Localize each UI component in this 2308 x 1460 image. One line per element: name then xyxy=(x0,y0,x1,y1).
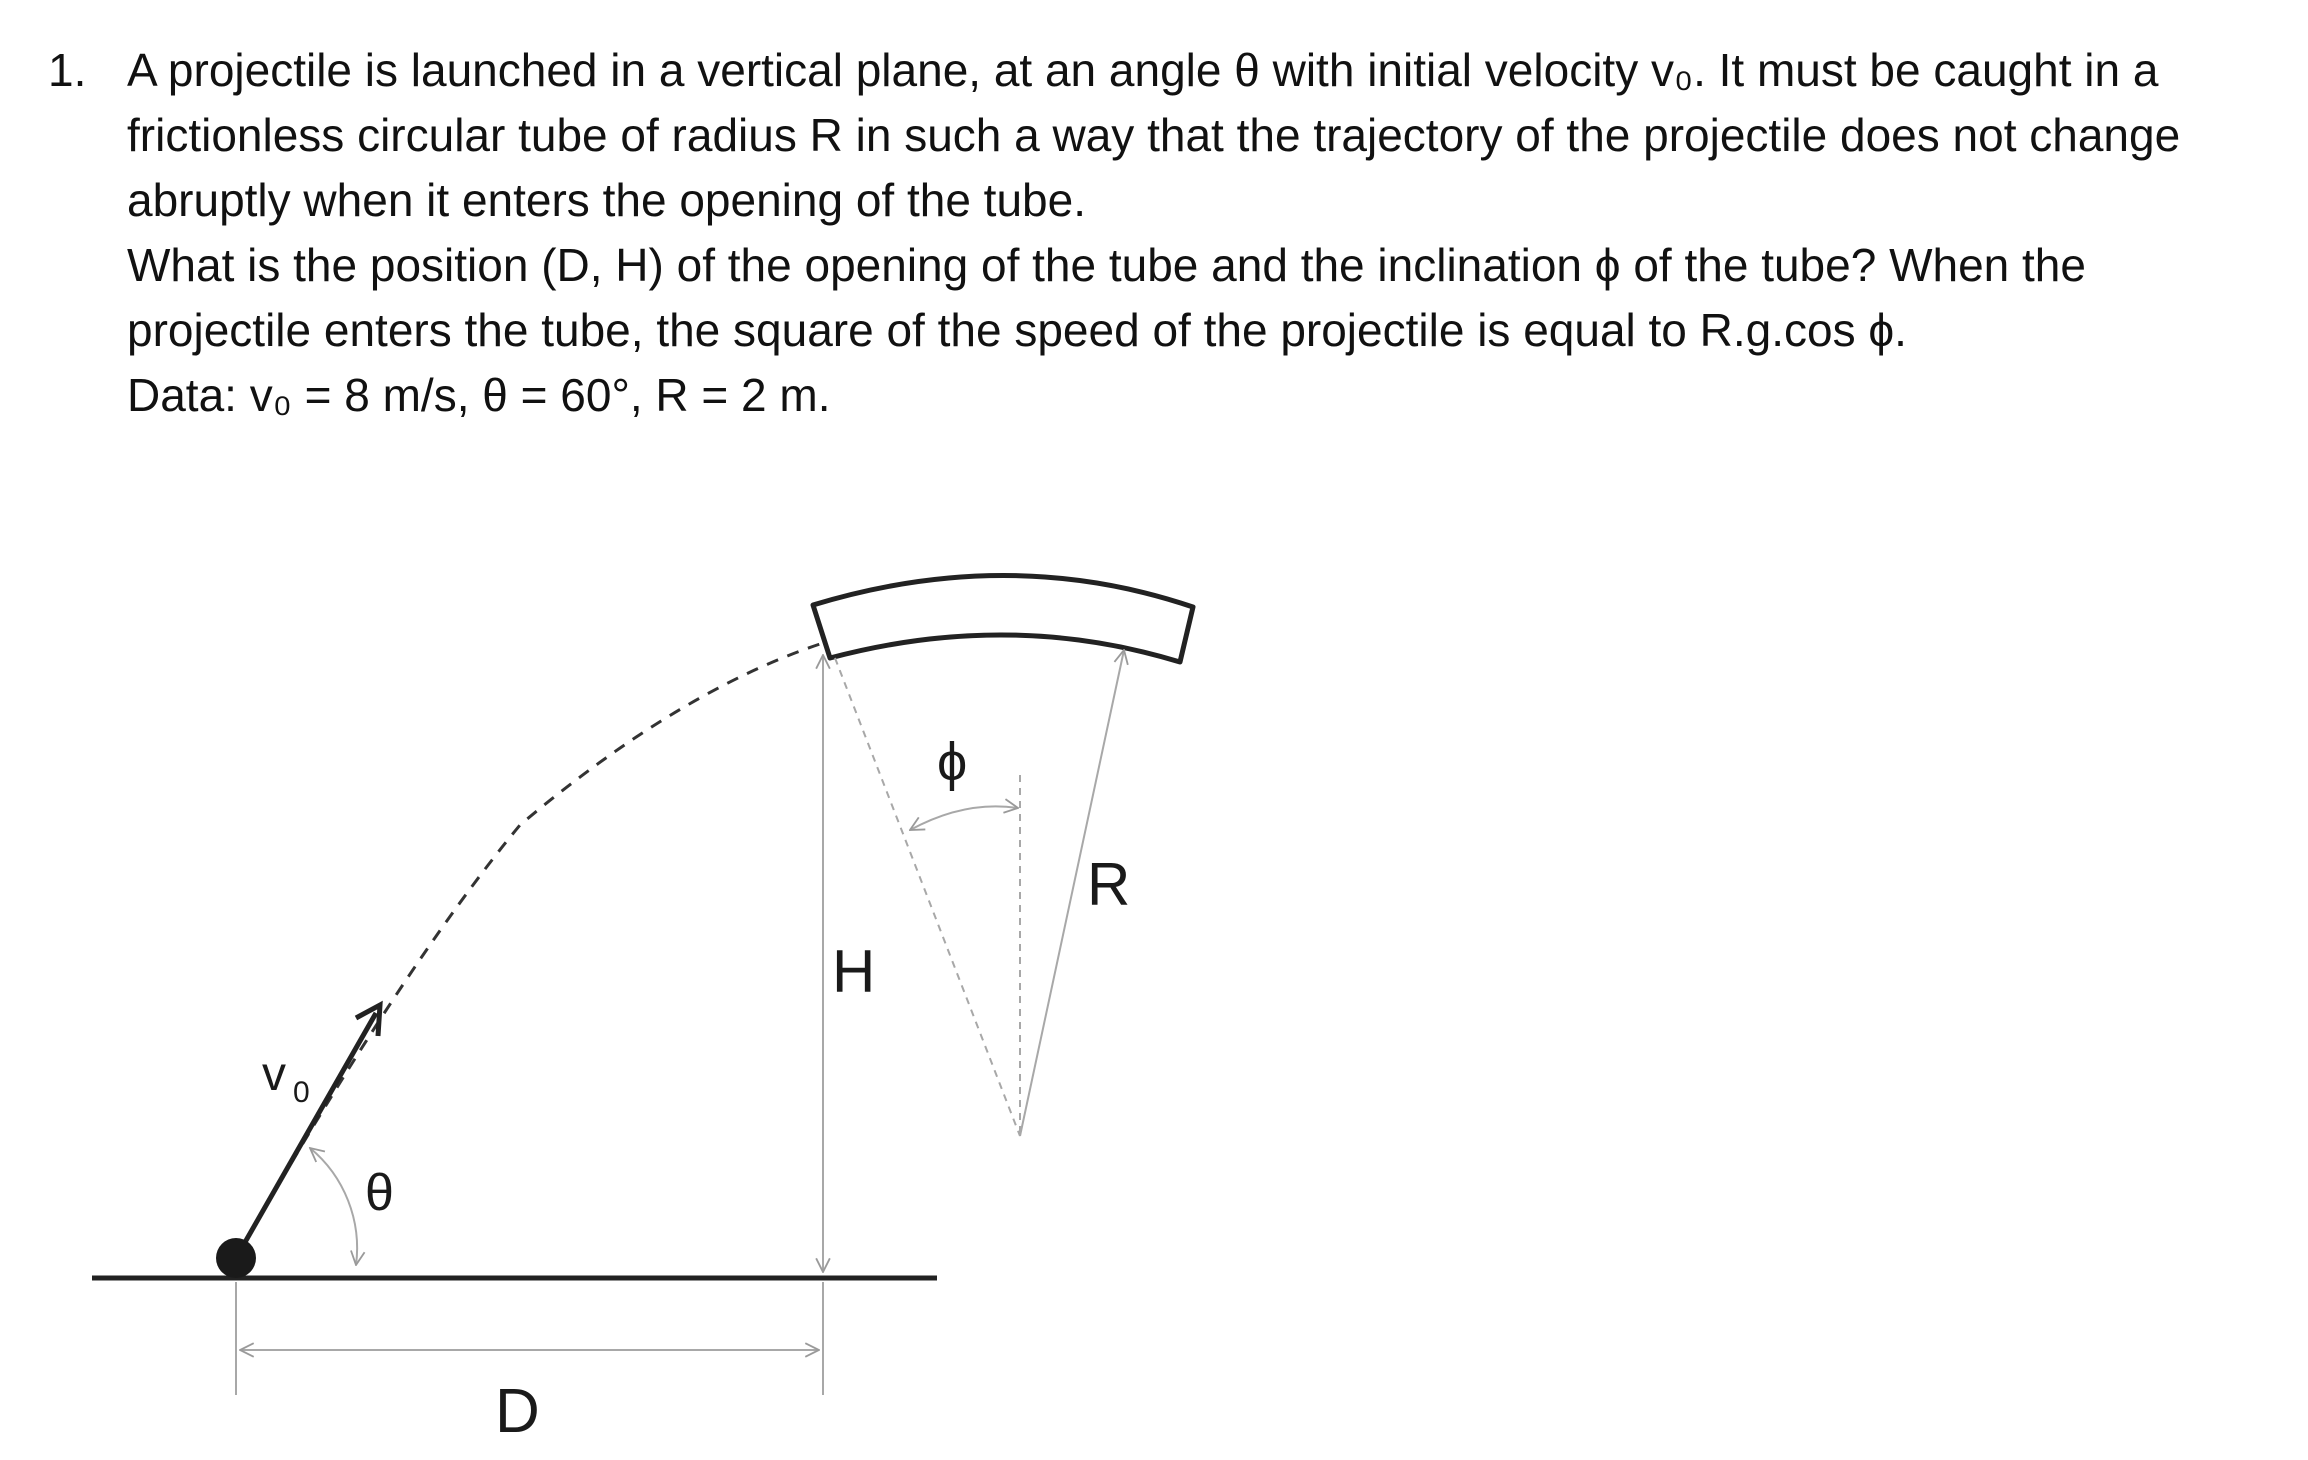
problem-data: Data: v₀ = 8 m/s, θ = 60°, R = 2 m. xyxy=(127,369,831,421)
circular-tube xyxy=(813,575,1193,662)
problem-intro: A projectile is launched in a vertical plane, at an angle θ with initial velocity v₀. It must be caught in a frictionless circular tube of radius R in such a way that the trajectory of the projectile does not change abruptly when it enters the opening of the tube. xyxy=(127,44,2181,226)
tube-opening-radius-line xyxy=(835,658,1020,1136)
radius-label: R xyxy=(1087,851,1131,918)
velocity-label-subscript: 0 xyxy=(293,1076,310,1109)
phi-label: ϕ xyxy=(937,732,968,792)
distance-label: D xyxy=(495,1377,540,1446)
trajectory-path xyxy=(236,643,823,1258)
problem-number: 1. xyxy=(48,44,87,96)
theta-angle-arc xyxy=(310,1148,357,1265)
velocity-label-main: v xyxy=(262,1048,286,1101)
height-label: H xyxy=(832,938,876,1005)
projectile-ball xyxy=(216,1238,256,1278)
theta-label: θ xyxy=(365,1164,394,1222)
velocity-label xyxy=(262,1048,310,1109)
problem-question: What is the position (D, H) of the opening of the tube and the inclination ϕ of the tube? When the projectile enters the tube, the square of the speed of the projectile is equal to R.g.cos ϕ. xyxy=(127,239,2086,356)
phi-angle-arc xyxy=(910,806,1018,830)
